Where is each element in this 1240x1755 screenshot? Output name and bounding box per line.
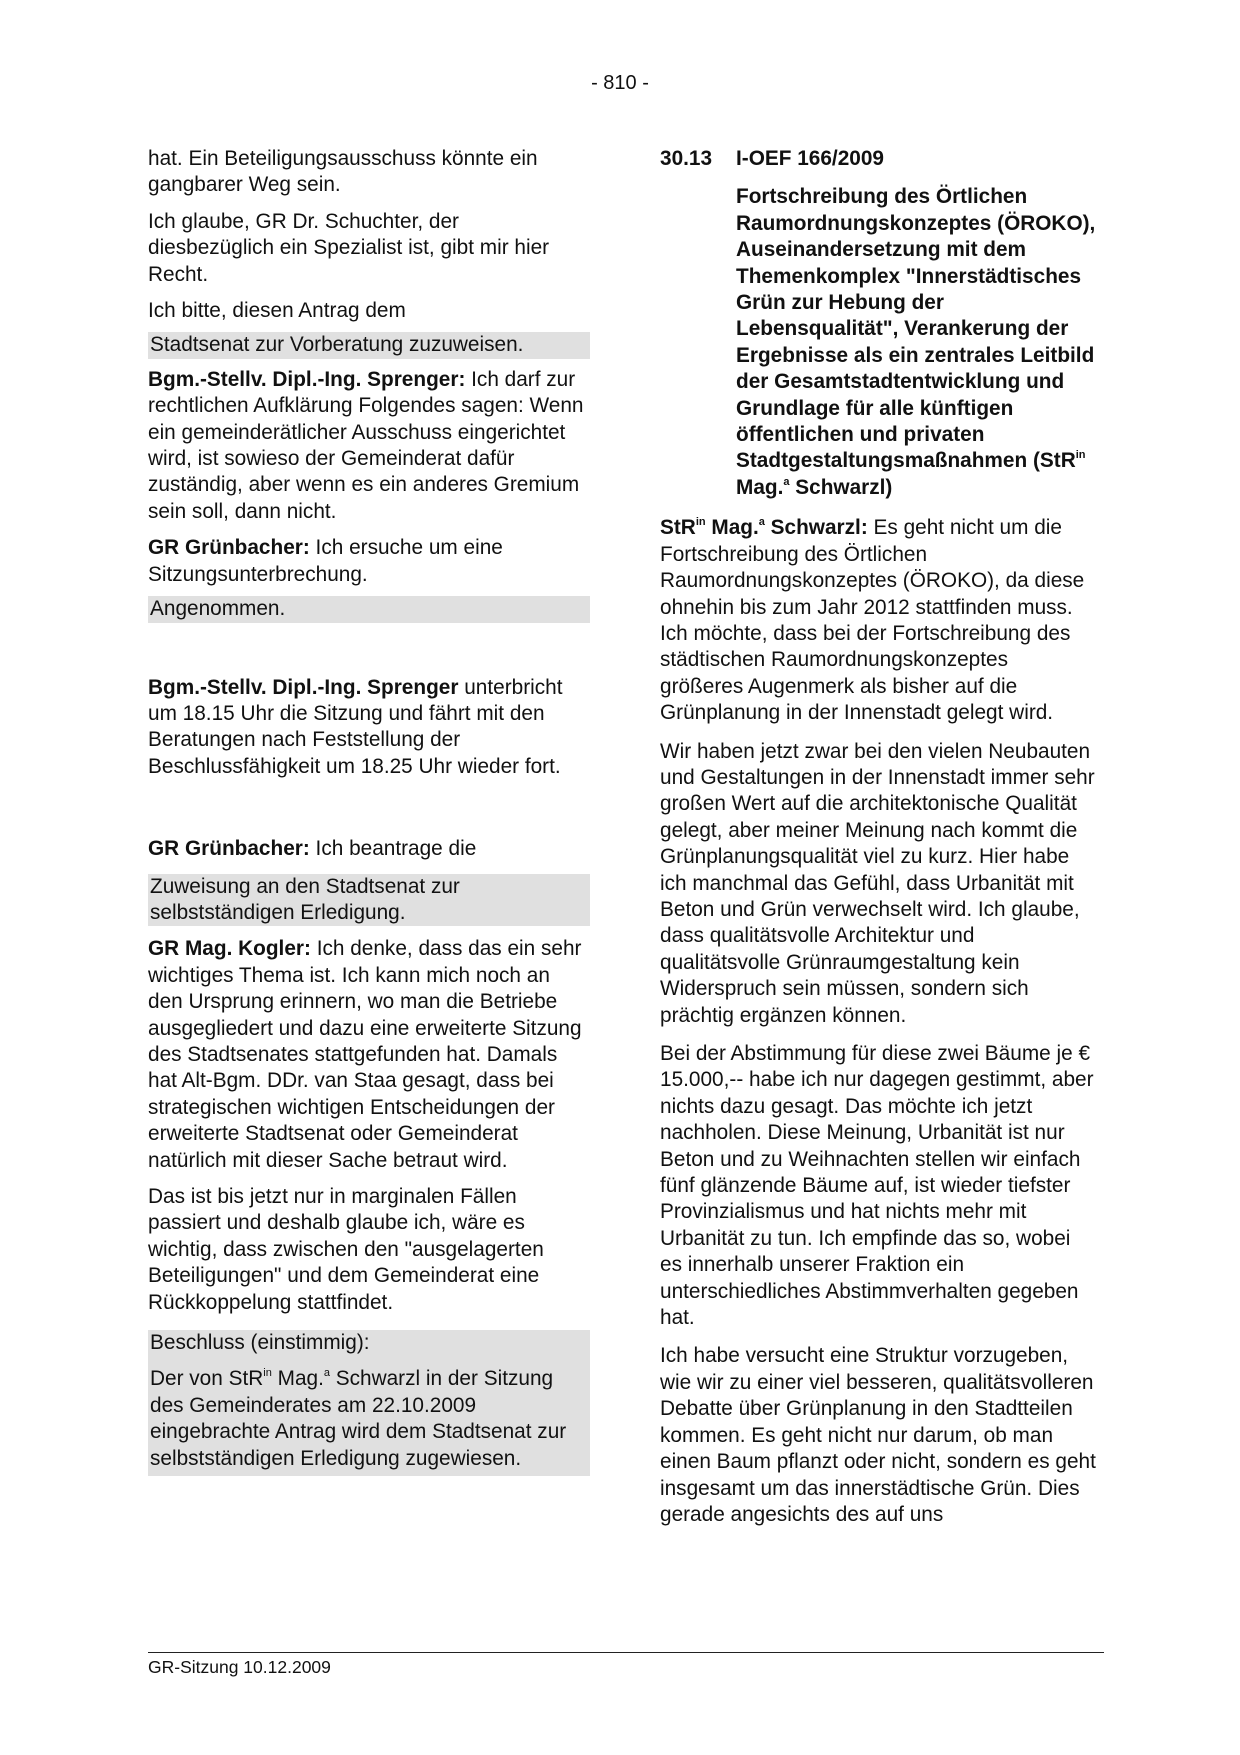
speech-text: Ich darf zur rechtlichen Aufklärung Folgendes sagen: Wenn ein gemeinderätlicher Ausschuss eingerichtet wird, ist sowieso der Gemeinderat dafür zuständig, aber wenn es ein anderes Gremium sein soll, dann nicht. bbox=[148, 367, 584, 523]
paragraph: hat. Ein Beteiligungsausschuss könnte ein gangbarer Weg sein. bbox=[148, 147, 538, 197]
paragraph: Bei der Abstimmung für diese zwei Bäume je € 15.000,-- habe ich nur dagegen gestimmt, aber nichts dazu gesagt. Das möchte ich jetzt nachholen. Diese Meinung, Urbanität ist nur Beton und zu Weihnachten stellen wir einfach fünf glänzende Bäume auf, ist wieder tiefster Provinzialismus und hat nichts mehr mit Urbanität zu tun. Ich empfinde das so, wobei es innerhalb unserer Fraktion ein unterschiedliches Abstimmverhalten gegeben hat. bbox=[660, 1042, 1094, 1330]
resolution-highlight: Angenommen. bbox=[148, 596, 590, 622]
speech-paragraph bbox=[148, 367, 588, 525]
speech-paragraph bbox=[660, 515, 1096, 726]
speech-paragraph bbox=[148, 535, 588, 588]
speaker-name: Bgm.-Stellv. Dipl.-Ing. Sprenger: bbox=[148, 367, 466, 391]
paragraph: Ich habe versucht eine Struktur vorzugeben, wie wir zu einer viel besseren, qualitätsvolleren Debatte über Grünplanung in den Stadtteilen kommen. Es geht nicht nur darum, ob man einen Baum pflanzt oder nicht, sondern es geht insgesamt um das innerstädtische Grün. Dies gerade angesichts des auf uns bbox=[660, 1344, 1096, 1526]
resolution-heading: Beschluss (einstimmig): bbox=[150, 1331, 370, 1355]
speech-text: Ich beantrage die bbox=[309, 837, 477, 861]
page-number: - 810 - bbox=[591, 72, 649, 94]
agenda-item-header bbox=[660, 146, 1096, 172]
speech-text: Ich denke, dass das ein sehr wichtiges Thema ist. Ich kann mich noch an den Ursprung erinnern, wo man die Betriebe ausgegliedert und dazu eine erweiterte Sitzung des Stadtsenates stattgefunden hat. Damals hat Alt-Bgm. DDr. van Staa gesagt, dass bei strategischen wichtigen Entscheidungen der erweiterte Stadtsenat oder Gemeinderat natürlich mit dieser Sache betraut wird. bbox=[148, 937, 582, 1172]
procedural-text: unterbricht um 18.15 Uhr die Sitzung und fährt mit den Beratungen nach Feststellung der Beschlussfähigkeit um 18.25 Uhr wieder fort. bbox=[148, 675, 563, 778]
speaker-name: GR Grünbacher: bbox=[148, 837, 310, 861]
speech-text: Es geht nicht um die Fortschreibung des Örtlichen Raumordnungskonzeptes (ÖROKO), da diese ohnehin bis zum Jahr 2012 stattfinden muss. Ich möchte, dass bei der Fortschreibung des städtischen Raumordnungskonzeptes größeres Augenmerk als bisher auf die Grünplanung in der Innenstadt gelegt wird. bbox=[660, 516, 1085, 725]
speaker-name: GR Grünbacher: bbox=[148, 536, 310, 560]
paragraph: Ich glaube, GR Dr. Schuchter, der diesbezüglich ein Spezialist ist, gibt mir hier Recht. bbox=[148, 209, 550, 286]
speaker-name: StR$^{in}$ Mag.$^a$ Schwarzl: bbox=[660, 516, 868, 540]
speech-paragraph bbox=[148, 936, 588, 1174]
right-column bbox=[660, 146, 1096, 1540]
agenda-number: 30.13 bbox=[660, 147, 713, 170]
footer-session-date: GR-Sitzung 10.12.2009 bbox=[148, 1657, 331, 1677]
motion-highlight: Stadtsenat zur Vorberatung zuzuweisen. bbox=[148, 332, 590, 358]
resolution-text: Der von StR$^{in}$ Mag.$^a$ Schwarzl in der Sitzung des Gemeinderates am 22.10.2009 eingebrachte Antrag wird dem Stadtsenat zur selbstständigen Erledigung zugewiesen. bbox=[150, 1367, 567, 1470]
motion-highlight: Zuweisung an den Stadtsenat zur selbstständigen Erledigung. bbox=[148, 874, 590, 927]
speech-text: Ich ersuche um eine Sitzungsunterbrechung. bbox=[148, 536, 503, 586]
resolution-block bbox=[148, 1330, 590, 1476]
speech-paragraph bbox=[148, 836, 588, 862]
left-column bbox=[148, 146, 588, 1486]
speaker-name: GR Mag. Kogler: bbox=[148, 937, 311, 961]
agenda-title: Fortschreibung des Örtlichen Raumordnungskonzeptes (ÖROKO), Auseinandersetzung mit dem Themenkomplex "Innerstädtisches Grün zur Hebung der Lebensqualität", Verankerung der Ergebnisse als ein zentrales Leitbild der Gesamtstadtentwicklung und Grundlage für alle künftigen öffentlichen und privaten Stadtgestaltungsmaßnahmen (StR$^{in}$ Mag.$^a$ Schwarzl) bbox=[736, 185, 1096, 499]
paragraph: Ich bitte, diesen Antrag dem bbox=[148, 299, 406, 323]
footer-divider bbox=[148, 1652, 1104, 1653]
paragraph: Wir haben jetzt zwar bei den vielen Neubauten und Gestaltungen in der Innenstadt immer sehr großen Wert auf die architektonische Qualität gelegt, aber meiner Meinung nach kommt die Grünplanungsqualität viel zu kurz. Hier habe ich manchmal das Gefühl, dass Urbanität mit Beton und Grün verwechselt wird. Ich glaube, dass qualitätsvolle Architektur und qualitätsvolle Grünraumgestaltung kein Widerspruch sein müssen, sondern sich prächtig ergänzen können. bbox=[660, 739, 1095, 1027]
paragraph: Das ist bis jetzt nur in marginalen Fällen passiert und deshalb glaube ich, wäre es wichtig, dass zwischen den "ausgelagerten Beteiligungen" und dem Gemeinderat eine Rückkoppelung stattfindet. bbox=[148, 1185, 544, 1314]
agenda-id: I-OEF 166/2009 bbox=[736, 147, 884, 170]
speaker-name: Bgm.-Stellv. Dipl.-Ing. Sprenger bbox=[148, 675, 459, 699]
procedural-paragraph bbox=[148, 675, 588, 781]
